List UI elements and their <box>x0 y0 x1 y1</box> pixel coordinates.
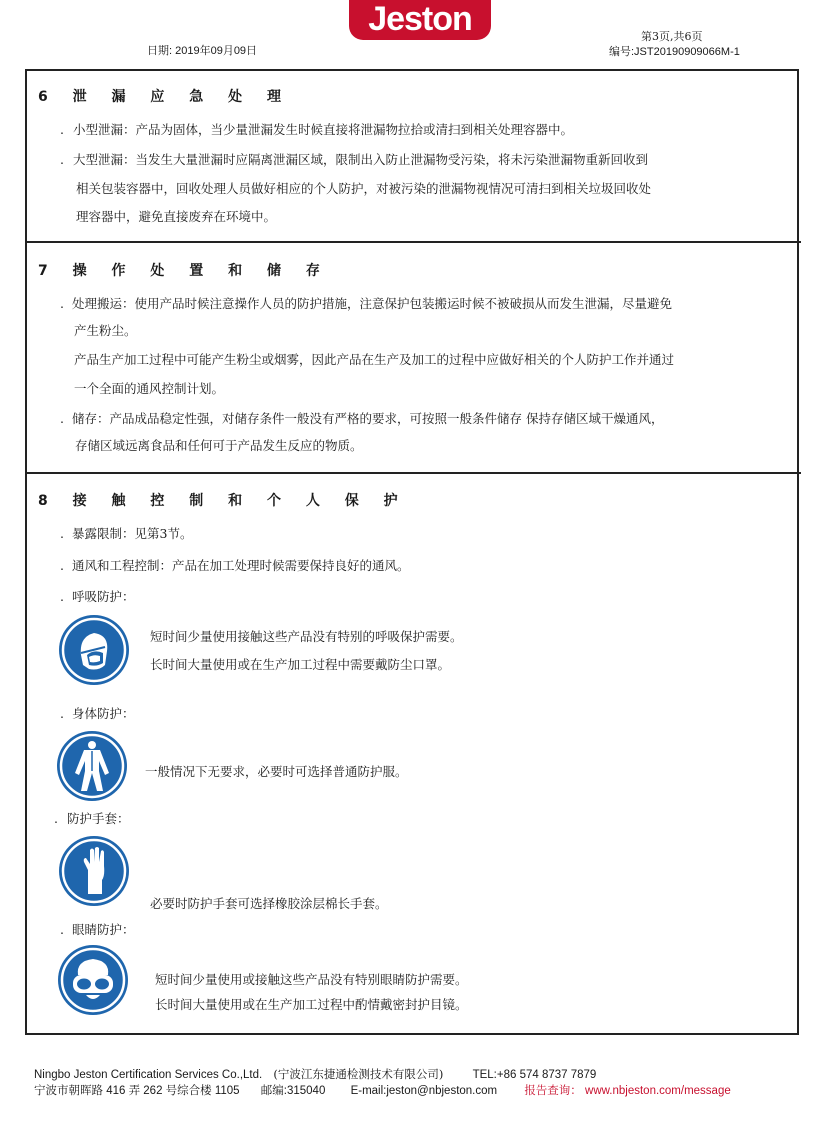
respiratory-text-2: 长时间大量使用或在生产加工过程中需要戴防尘口罩。 <box>150 657 451 672</box>
protective-suit-icon <box>57 731 127 801</box>
respirator-mask-icon <box>59 615 129 685</box>
section-7-title: 7 操 作 处 置 和 储 存 <box>38 263 330 279</box>
eye-protection-text-1: 短时间少量使用或接触这些产品没有特别眼睛防护需要。 <box>155 972 468 987</box>
section-6-line: 大型泄漏：当发生大量泄漏时应隔离泄漏区域，限制出入防止泄漏物受污染，将未污染泄漏物重新回收到 <box>73 152 649 167</box>
footer-tel: TEL:+86 574 8737 7879 <box>472 1069 597 1081</box>
footer-postcode: 邮编:315040 <box>260 1085 326 1097</box>
section-6-line: 小型泄漏：产品为固体，当少量泄漏发生时候直接将泄漏物拉拾或清扫到相关处理容器中。 <box>73 122 574 137</box>
section-7-line: 储存：产品成品稳定性强，对储存条件一般没有严格的要求，可按照一般条件储存 保持存储区域干燥通风， <box>72 411 664 426</box>
protective-glove-icon <box>59 836 129 906</box>
body-protection-text: 一般情况下无要求，必要时可选择普通防护服。 <box>145 764 408 779</box>
section-8-title: 8 接 触 控 制 和 个 人 保 护 <box>38 493 408 509</box>
section-7-line: 产品生产加工过程中可能产生粉尘或烟雾，因此产品在生产及加工的过程中应做好相关的个人防护工作并通过 <box>74 352 675 367</box>
footer-address-line <box>34 1082 731 1098</box>
gloves-text: 必要时防护手套可选择橡胶涂层棉长手套。 <box>150 896 388 911</box>
exposure-limits: 暴露限制：见第3节。 <box>72 526 193 541</box>
respiratory-text-1: 短时间少量使用接触这些产品没有特别的呼吸保护需要。 <box>150 629 463 644</box>
footer-email[interactable]: E-mail:jeston@nbjeston.com <box>350 1085 498 1097</box>
bullet: . <box>60 706 64 721</box>
bullet: . <box>60 922 64 937</box>
report-date: 日期: 2019年09月09日 <box>147 45 258 57</box>
section-divider <box>25 472 801 474</box>
report-query-link[interactable]: www.nbjeston.com/message <box>585 1085 731 1097</box>
section-6-line: 相关包装容器中，回收处理人员做好相应的个人防护，对被污染的泄漏物视情况可清扫到相关垃圾回收处 <box>76 181 652 196</box>
bullet: . <box>60 558 64 573</box>
section-7-line: 处理搬运：使用产品时候注意操作人员的防护措施，注意保护包装搬运时候不被破损从而发生泄漏，尽量避免 <box>72 296 673 311</box>
bullet: . <box>60 152 64 167</box>
jeston-logo: Jeston <box>349 0 491 40</box>
bullet: . <box>60 526 64 541</box>
section-7-line: 存储区域远离食品和任何可于产品发生反应的物质。 <box>75 438 363 453</box>
report-query-label: 报告查询： <box>524 1085 582 1097</box>
page-indicator: 第3页,共6页 <box>641 30 703 43</box>
respiratory-label: 呼吸防护： <box>72 589 135 604</box>
company-chinese: (宁波江东捷通检测技术有限公司) <box>273 1067 444 1081</box>
bullet: . <box>60 122 64 137</box>
section-6-line: 理容器中，避免直接废弃在环境中。 <box>76 209 277 224</box>
eye-protection-label: 眼睛防护： <box>72 922 135 937</box>
bullet: . <box>54 811 58 826</box>
footer-company-line <box>34 1066 596 1082</box>
section-6-title: 6 泄 漏 应 急 处 理 <box>38 89 291 105</box>
body-protection-label: 身体防护： <box>72 706 135 721</box>
bullet: . <box>60 296 64 311</box>
company-english: Ningbo Jeston Certification Services Co.,Ltd. <box>34 1069 263 1081</box>
eye-protection-text-2: 长时间大量使用或在生产加工过程中酌情戴密封护目镜。 <box>155 997 468 1012</box>
safety-goggles-icon <box>58 945 128 1015</box>
report-number: 编号:JST20190909066M-1 <box>609 46 740 58</box>
section-7-line: 一个全面的通风控制计划。 <box>74 381 225 396</box>
section-divider <box>25 241 801 243</box>
section-7-line: 产生粉尘。 <box>74 323 137 338</box>
bullet: . <box>60 589 64 604</box>
ventilation-controls: 通风和工程控制：产品在加工处理时候需要保持良好的通风。 <box>72 558 410 573</box>
gloves-label: 防护手套： <box>67 811 130 826</box>
footer-address: 宁波市朝晖路 416 弄 262 号综合楼 1105 <box>34 1085 240 1097</box>
bullet: . <box>60 411 64 426</box>
